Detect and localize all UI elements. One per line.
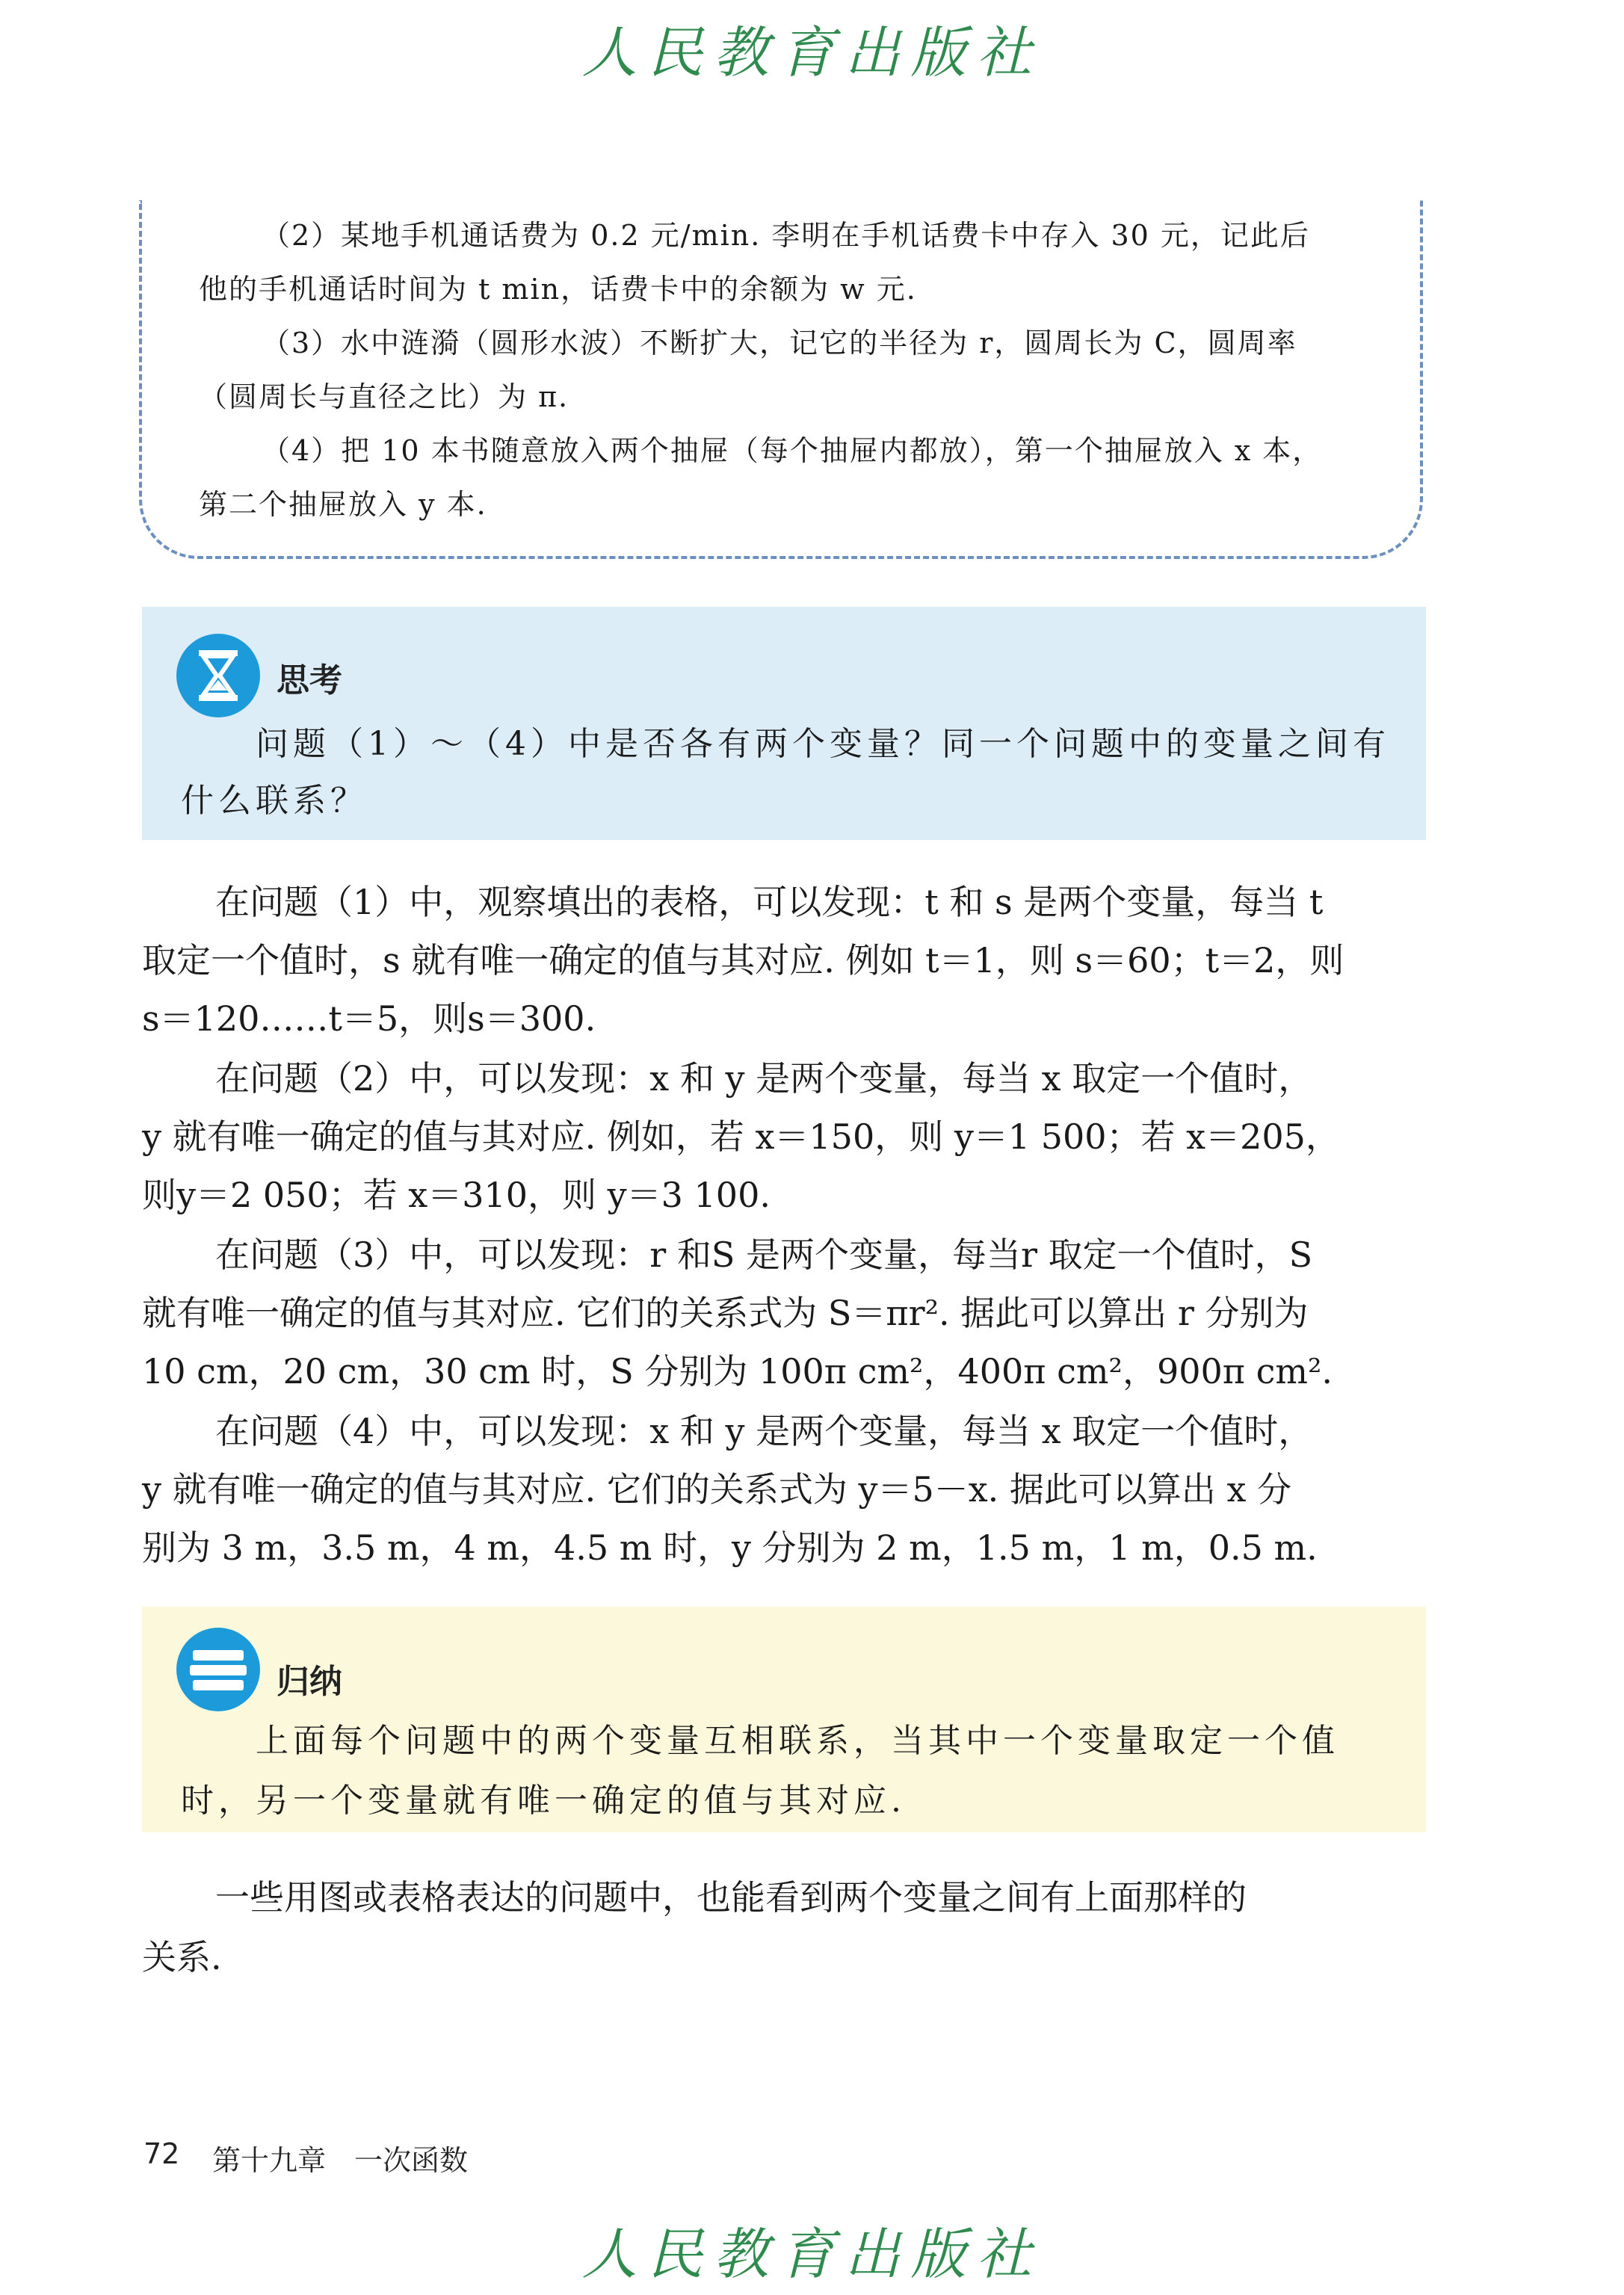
body-line: 在问题（1）中，观察填出的表格，可以发现：t 和 s 是两个变量，每当 t	[215, 882, 1324, 922]
chapter-title: 第十九章 一次函数	[212, 2144, 469, 2177]
example-line: 第二个抽屉放入 y 本.	[199, 488, 487, 521]
body-line: s＝120……t＝5，则s＝300.	[142, 998, 596, 1039]
think-line: 问题（1）～（4）中是否各有两个变量？同一个问题中的变量之间有	[256, 725, 1390, 763]
publisher-watermark-top: 人民教育出版社	[581, 21, 1043, 85]
body-line: y 就有唯一确定的值与其对应. 它们的关系式为 y＝5－x. 据此可以算出 x 分	[142, 1469, 1292, 1510]
summary-line: 上面每个问题中的两个变量互相联系，当其中一个变量取定一个值	[256, 1722, 1339, 1760]
body-line: 10 cm，20 cm，30 cm 时，S 分别为 100π cm²，400π cm²，900π cm².	[142, 1351, 1333, 1391]
body-line: y 就有唯一确定的值与其对应. 例如，若 x＝150，则 y＝1 500；若 x＝205，	[142, 1116, 1340, 1157]
summary-box	[142, 1607, 1426, 1832]
body-line: 别为 3 m，3.5 m，4 m，4.5 m 时，y 分别为 2 m，1.5 m，1 m，0.5 m.	[142, 1528, 1318, 1568]
summary-title: 归纳	[277, 1663, 342, 1701]
page-number: 72	[143, 2137, 180, 2170]
example-line: （2）某地手机通话费为 0.2 元/min. 李明在手机话费卡中存入 30 元，记此后	[262, 219, 1310, 252]
example-line: （3）水中涟漪（圆形水波）不断扩大，记它的半径为 r，圆周长为 C，圆周率	[262, 327, 1297, 359]
body-line: 在问题（2）中，可以发现：x 和 y 是两个变量，每当 x 取定一个值时，	[215, 1058, 1313, 1099]
body-line: 则y＝2 050；若 x＝310，则 y＝3 100.	[142, 1175, 771, 1215]
body-line: 就有唯一确定的值与其对应. 它们的关系式为 S＝πr². 据此可以算出 r 分别为	[142, 1293, 1309, 1333]
hourglass-icon	[176, 634, 260, 717]
example-line: 他的手机通话时间为 t min，话费卡中的余额为 w 元.	[199, 273, 917, 306]
body-line: 在问题（3）中，可以发现：r 和S 是两个变量，每当r 取定一个值时，S	[215, 1235, 1313, 1275]
summary-line: 时，另一个变量就有唯一确定的值与其对应.	[181, 1782, 906, 1820]
body-line: 在问题（4）中，可以发现：x 和 y 是两个变量，每当 x 取定一个值时，	[215, 1411, 1313, 1451]
body-line: 取定一个值时，s 就有唯一确定的值与其对应. 例如 t＝1，则 s＝60；t＝2，则	[142, 940, 1344, 980]
think-line: 什么联系？	[181, 782, 368, 820]
think-title: 思考	[277, 661, 342, 699]
closing-line: 关系.	[142, 1937, 222, 1977]
publisher-watermark-bottom: 人民教育出版社	[581, 2223, 1043, 2287]
closing-line: 一些用图或表格表达的问题中，也能看到两个变量之间有上面那样的	[215, 1877, 1247, 1918]
books-icon	[176, 1628, 260, 1711]
think-box	[142, 607, 1426, 840]
example-line: （4）把 10 本书随意放入两个抽屉（每个抽屉内都放），第一个抽屉放入 x 本，	[262, 434, 1323, 467]
example-line: （圆周长与直径之比）为 π.	[199, 380, 569, 413]
